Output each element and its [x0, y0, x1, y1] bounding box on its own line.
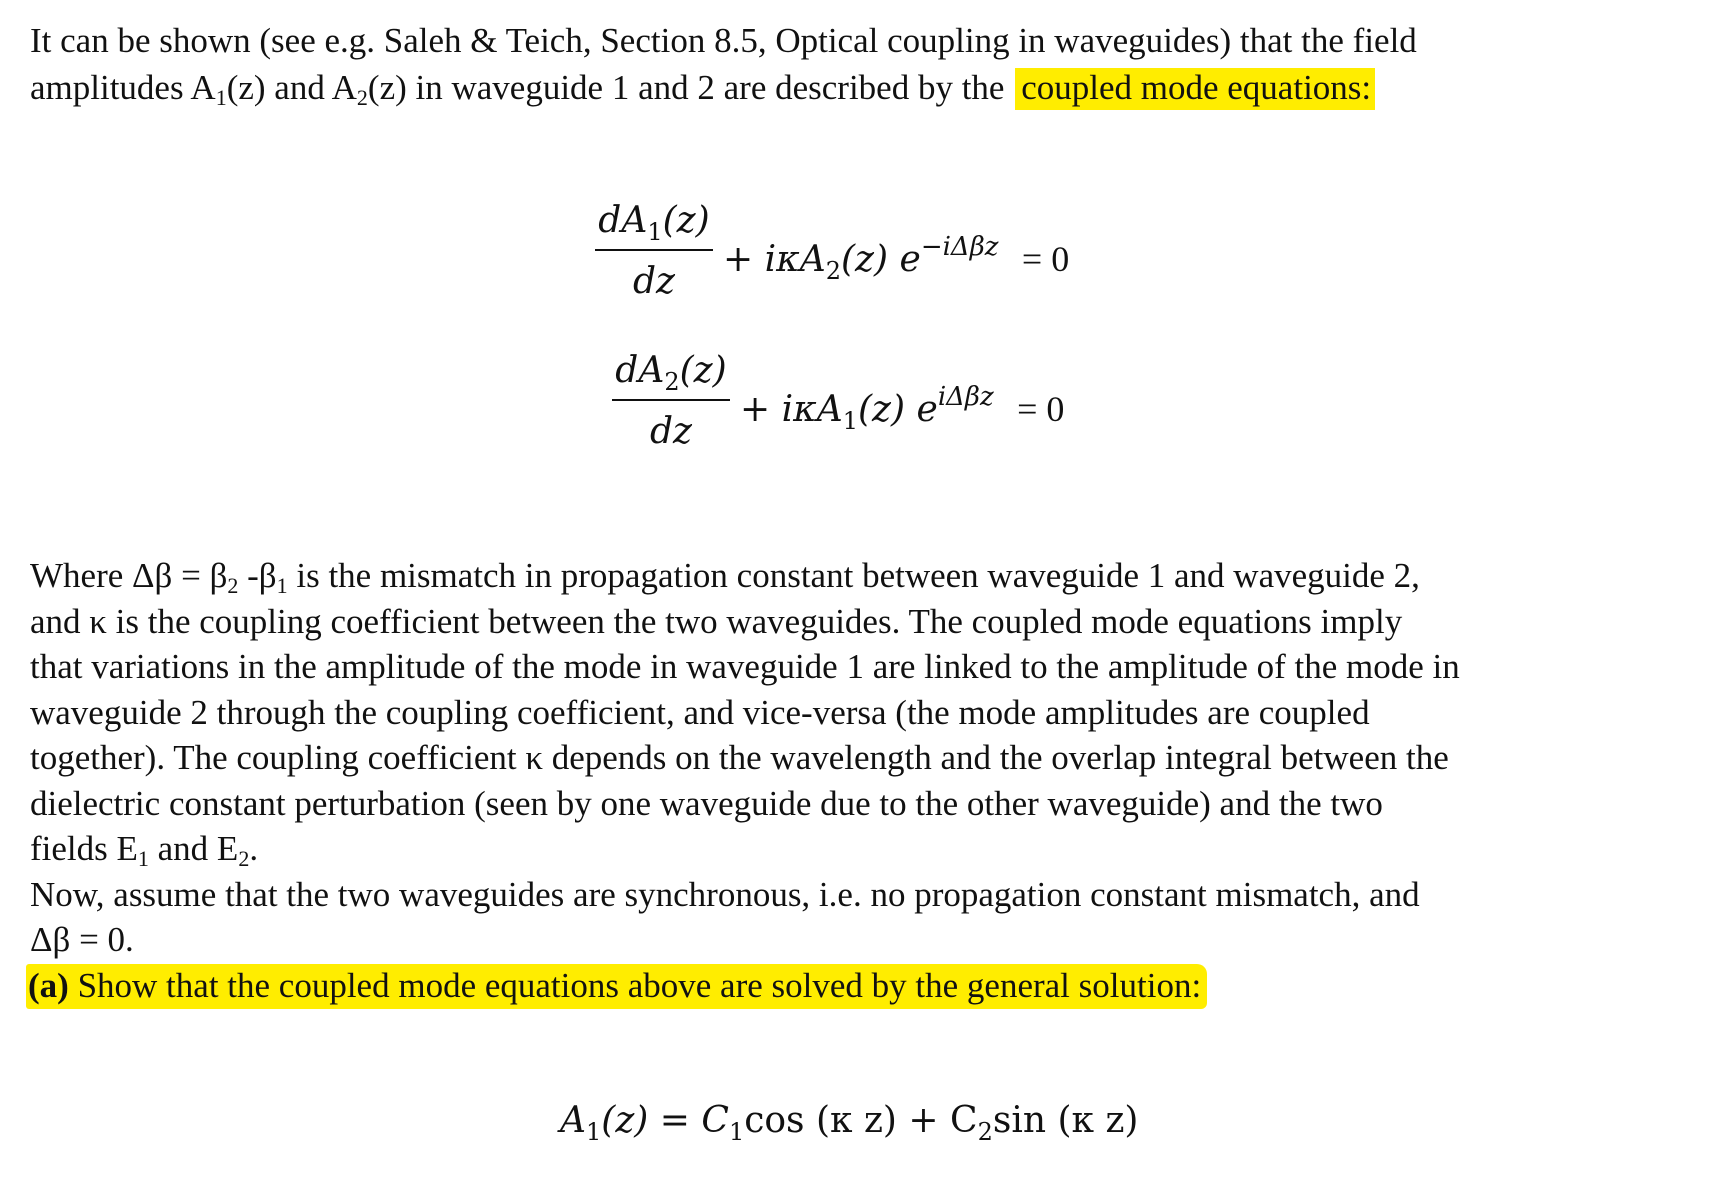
question-colon: : — [1191, 965, 1202, 1005]
body-line-7b: and E — [148, 829, 239, 868]
eq1-term-arg: (z) e — [841, 239, 921, 280]
solution-lhs-sub: 1 — [586, 1118, 602, 1146]
eq1-num-sub: 1 — [647, 218, 663, 246]
body-line-1a: Where Δβ = β — [30, 556, 228, 595]
intro-sub-1: 1 — [215, 85, 227, 110]
eq2-num-arg: (z) — [679, 350, 727, 391]
question-label: (a) — [28, 965, 69, 1005]
solution-c2-sub: 2 — [977, 1118, 993, 1146]
highlight-question-a — [26, 964, 1207, 1009]
question-text: Show that the coupled mode equations above are solved by the general solution — [68, 965, 1192, 1005]
equation-1 — [595, 200, 1115, 310]
solution-lhs-arg: (z) = C — [601, 1100, 729, 1141]
intro-mid-1: (z) and A — [226, 68, 357, 107]
solution-c1-sub: 1 — [728, 1118, 745, 1146]
eq1-rhs: = 0 — [1021, 239, 1070, 279]
eq1-term-text: + iκA — [723, 239, 826, 280]
intro-line-1: It can be shown (see e.g. Saleh & Teich, Section 8.5, Optical coupling in waveguides) that the field — [30, 21, 1417, 60]
body-line-7a: fields E — [30, 829, 138, 868]
body-line-4: waveguide 2 through the coupling coefficient, and vice-versa (the mode amplitudes are coupled — [30, 692, 1370, 732]
body-line-3: that variations in the amplitude of the mode in waveguide 1 are linked to the amplitude of the mode in — [30, 647, 1460, 686]
eq2-denominator: dz — [649, 411, 692, 452]
body-line-7c: . — [249, 829, 259, 868]
beta-1-sub: 1 — [276, 573, 288, 598]
eq1-term — [723, 232, 1070, 285]
eq2-term-arg: (z) e — [858, 389, 938, 430]
equation-2 — [612, 350, 1132, 460]
body-line-1c: is the mismatch in propagation constant between waveguide 1 and waveguide 2, — [287, 556, 1420, 595]
beta-2-sub: 2 — [227, 573, 239, 598]
body-line-8: Now, assume that the two waveguides are synchronous, i.e. no propagation constant mismatch, and — [30, 874, 1420, 914]
eq1-exponent: −iΔβz — [920, 232, 999, 262]
eq2-term-sub: 1 — [842, 407, 859, 435]
highlight-colon: : — [1361, 68, 1372, 107]
body-line-6: dielectric constant perturbation (seen by one waveguide due to the other waveguide) and the two — [30, 783, 1383, 823]
body-line-5: together). The coupling coefficient κ depends on the wavelength and the overlap integral between the — [30, 738, 1449, 777]
eq1-denominator: dz — [632, 261, 675, 302]
eq1-fraction-bar — [595, 249, 713, 251]
solution-sin-term: sin (κ z) — [992, 1100, 1139, 1141]
eq1-fraction — [595, 200, 713, 302]
intro-amplitudes-text: amplitudes A — [30, 68, 216, 107]
highlight-text: coupled mode equations — [1021, 68, 1362, 107]
eq2-rhs: = 0 — [1017, 389, 1065, 429]
solution-lhs: A — [560, 1100, 586, 1141]
eq1-num-arg: (z) — [662, 200, 710, 241]
e2-sub: 2 — [238, 846, 250, 871]
solution-cos-term: cos (κ z) + C — [744, 1100, 978, 1141]
eq2-num-d: dA — [615, 350, 665, 391]
intro-mid-2: (z) in waveguide 1 and 2 are described by the — [367, 68, 1005, 107]
highlight-coupled-mode-equations — [1015, 68, 1375, 110]
eq2-exponent: iΔβz — [937, 382, 994, 412]
body-line-2: and κ is the coupling coefficient between the two waveguides. The coupled mode equations imply — [30, 601, 1403, 641]
general-solution — [560, 1100, 1139, 1146]
intro-paragraph — [30, 17, 1720, 111]
e1-sub: 1 — [137, 846, 149, 871]
body-paragraph — [30, 553, 1720, 1008]
intro-sub-2: 2 — [356, 85, 368, 110]
eq2-num-sub: 2 — [664, 368, 680, 396]
eq2-term — [740, 382, 1065, 435]
eq1-numerator — [595, 200, 713, 246]
eq2-term-text: + iκA — [740, 389, 843, 430]
body-line-9: Δβ = 0. — [30, 920, 134, 959]
eq2-numerator — [612, 350, 730, 396]
eq1-num-d: dA — [598, 200, 648, 241]
eq2-fraction — [612, 350, 730, 452]
body-line-1b: -β — [238, 556, 277, 595]
eq1-term-sub: 2 — [825, 257, 842, 285]
eq2-fraction-bar — [612, 399, 730, 401]
